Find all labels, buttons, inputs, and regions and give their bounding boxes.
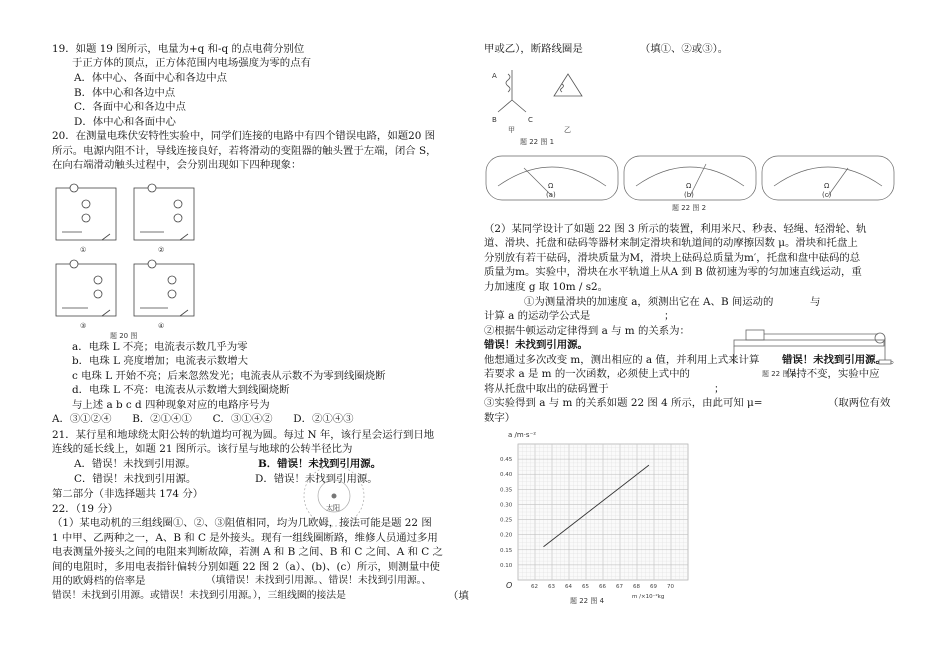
chart-x-ticks: [531, 584, 674, 590]
r-p1: （2）某同学设计了如题 22 图 3 所示的装置，利用米尺、秒表、轻绳、轻滑轮、轨: [484, 223, 867, 235]
q20-options: A．③①②④ B．②①④① C．③①④② D．②①④③: [52, 413, 354, 425]
fig22-2-meters: [484, 150, 899, 212]
fig22-4-caption: 题 22 图 4: [570, 597, 605, 604]
fig20-label-1: ①: [80, 246, 87, 254]
chart-y-tick-label: 0.35: [500, 487, 513, 494]
fig22-1-A-label: A: [492, 72, 497, 80]
chart-y-tick-label: 0.30: [500, 502, 513, 509]
r-p14: 数字）: [484, 412, 516, 424]
r-p12: 将从托盘中取出的砝码置于: [484, 383, 609, 395]
r-p4: 质量为m。实验中，滑块在水平轨道上从A 到 B 做初速为零的匀加速直线运动，重: [484, 266, 862, 278]
q19-option-b: B．体中心和各边中点: [74, 87, 176, 99]
chart-y-axis-label: a /m·s⁻²: [508, 431, 537, 439]
chart-y-tick-label: 0.20: [500, 532, 513, 539]
q20-phenomenon-c: c 电珠 L 开始不亮；后来忽然发光；电流表从示数不为零到线圈烧断: [72, 370, 386, 382]
q22-line2: 1 中甲、乙两种之一，A、B 和 C 是外接头。现有一组线圈断路，维修人员通过多用: [52, 532, 438, 544]
meter-c-ohm: Ω: [824, 182, 830, 190]
chart-x-tick-label: 69: [650, 584, 657, 590]
chart-y-tick-label: 0.40: [500, 472, 513, 479]
r-p6a: ①为测量滑块的加速度 a，须测出它在 A、B 间运动的: [524, 296, 774, 308]
q21-option-c: C．错误！未找到引用源。: [74, 473, 197, 485]
fig22-3-apparatus: [728, 320, 901, 380]
chart-y-ticks: [500, 457, 513, 569]
fig20-label-2: ②: [158, 246, 165, 254]
fig20-label-3: ③: [80, 322, 87, 330]
q21-option-a: A．错误！未找到引用源。: [74, 458, 196, 470]
fig22-1-B-label: B: [492, 116, 497, 124]
r-p9: 错误！未找到引用源。: [484, 339, 588, 351]
r-p8: ②根据牛顿运动定律得到 a 与 m 的关系为：: [484, 325, 690, 337]
r-line1: 甲或乙），断路线圈是 （填①、②或③）。: [484, 43, 729, 55]
q22-line5a: 用的欧姆档的倍率是: [52, 575, 146, 587]
q22-line3: 电表测量外接头之间的电阻来判断故障，若测 A 和 B 之间、B 和 C 之间、A 和 C 之: [52, 546, 443, 558]
r-p7: 计算 a 的运动学公式是: [484, 310, 591, 322]
chart-x-tick-label: 62: [531, 584, 538, 590]
q22-line1: （1）某电动机的三组线圈①、②、③阻值相同，均为几欧姆，接法可能是题 22 图: [52, 517, 432, 529]
q22-line6a: 错误！未找到引用源。或错误！未找到引用源。），三组线圈的接法是: [52, 590, 346, 601]
r-p6b: 与: [810, 296, 821, 308]
fig22-3-caption: 题 22 图 3: [762, 370, 797, 378]
r-p5: 力加速度 g 取 10m / s2。: [484, 281, 609, 293]
fig22-1-yi-label: 乙: [564, 126, 571, 134]
q19-option-d: D．体中心和各面中心: [74, 116, 176, 128]
chart-y-tick-label: 0.45: [500, 457, 513, 464]
fig22-1-C-label: C: [528, 116, 533, 124]
chart-x-tick-label: 65: [582, 584, 589, 590]
chart-x-tick-label: 66: [599, 584, 606, 590]
meter-b-label: (b): [684, 191, 694, 199]
r-p11b: 保持不变，实验中应: [786, 368, 880, 380]
fig22-1-caption: 题 22 图 1: [520, 138, 555, 146]
q20-phenomenon-d: d．电珠 L 不亮：电流表从示数增大到线圈烧断: [72, 384, 290, 396]
chart-y-tick-label: 0.25: [500, 517, 513, 524]
meter-a-ohm: Ω: [548, 182, 554, 190]
r-p3: 分别放有若干砝码，滑块质量为M，滑块上砝码总质量为m′，托盘和盘中砝码的总: [484, 252, 861, 264]
chart-x-tick-label: 63: [548, 584, 555, 590]
chart-y-tick-label: 0.10: [500, 562, 513, 569]
chart-x-tick-label: 70: [667, 584, 674, 590]
q20-phenomenon-a: a．电珠 L 不亮；电流表示数几乎为零: [72, 341, 248, 353]
chart-x-axis-label: m /×10⁻²kg: [632, 594, 665, 600]
q21-option-b: B．错误！未找到引用源。: [258, 458, 382, 470]
fig21-sun-label: 太阳: [326, 504, 340, 512]
fig22-1-jia-label: 甲: [508, 126, 515, 134]
chart-x-tick-label: 68: [633, 584, 640, 590]
meter-b-ohm: Ω: [686, 182, 692, 190]
r-p13a: ③实验得到 a 与 m 的关系如题 22 图 4 所示，由此可知 μ=: [484, 397, 763, 409]
q19-option-a: A．体中心、各面中心和各边中点: [74, 72, 227, 84]
q19-line1: 19．如题 19 图所示，电量为+q 和-q 的点电荷分别位: [52, 43, 305, 55]
r-p12b: ；: [714, 383, 725, 395]
q20-line3: 在向右端滑动触头过程中，会分别出现如下四种现象：: [52, 159, 302, 171]
r-p7b: ；: [664, 310, 675, 322]
r-p10c: 。: [890, 354, 901, 366]
chart-x-tick-label: 67: [616, 584, 623, 590]
q22-heading: 22．（19 分）: [52, 503, 119, 515]
fig20-caption: 题 20 图: [110, 332, 138, 340]
part2-heading: 第二部分（非选择题共 174 分）: [52, 488, 204, 500]
fig22-4-chart: [486, 428, 696, 604]
r-p10a: 他想通过多次改变 m，测出相应的 a 值，并利用上式来计算: [484, 354, 760, 366]
chart-origin: O: [506, 581, 513, 590]
q22-line4: 间的电阻时，多用电表指针偏转分别如题 22 图 2（a）、(b)、(c）所示，则测量中使: [52, 561, 440, 573]
fig22-1-coils: [490, 60, 600, 146]
r-p10b: 错误！未找到引用源。: [782, 354, 886, 366]
chart-x-tick-label: 64: [565, 584, 572, 590]
r-p2: 道、滑块、托盘和砝码等器材来制定滑块和轨道间的动摩擦因数 μ。滑块和托盘上: [484, 237, 858, 249]
r-p13b: （取两位有效: [828, 397, 891, 409]
q19-line2: 于正方体的顶点，正方体范围内电场强度为零的点有: [72, 57, 311, 69]
q20-phenomenon-b: b．电珠 L 亮度增加；电流表示数增大: [72, 355, 249, 367]
q22-line6b: （填: [448, 590, 469, 602]
fig20-circuits: [52, 180, 202, 340]
q20-line2: 所示。电源内阻不计，导线连接良好，若将滑动的变阻器的触头置于左端，闭合 S，: [52, 145, 437, 157]
chart-y-tick-label: 0.15: [500, 547, 513, 554]
q20-line1: 20．在测量电珠伏安特性实验中，同学们连接的电路中有四个错误电路，如题20 图: [52, 130, 436, 142]
q21-line1: 21．某行星和地球绕太阳公转的轨道均可视为圆。每过 N 年，该行星会运行到日地: [52, 429, 435, 441]
meter-a-label: (a): [546, 191, 556, 199]
r-p11a: 若要求 a 是 m 的一次函数，必须使上式中的: [484, 368, 690, 380]
q20-prompt: 与上述 a b c d 四种现象对应的电路序号为: [72, 399, 270, 411]
q21-option-d: D．错误！未找到引用源。: [255, 473, 378, 485]
q19-option-c: C．各面中心和各边中点: [74, 101, 186, 113]
fig20-label-4: ④: [158, 322, 165, 330]
meter-c-label: (c): [822, 191, 832, 199]
fig22-2-caption: 题 22 图 2: [672, 204, 707, 212]
q21-line2: 连线的延长线上，如题 21 图所示。该行星与地球的公转半径比为: [52, 443, 353, 455]
q22-line5b: （填错误！未找到引用源。、错误！未找到引用源。、: [206, 575, 432, 586]
